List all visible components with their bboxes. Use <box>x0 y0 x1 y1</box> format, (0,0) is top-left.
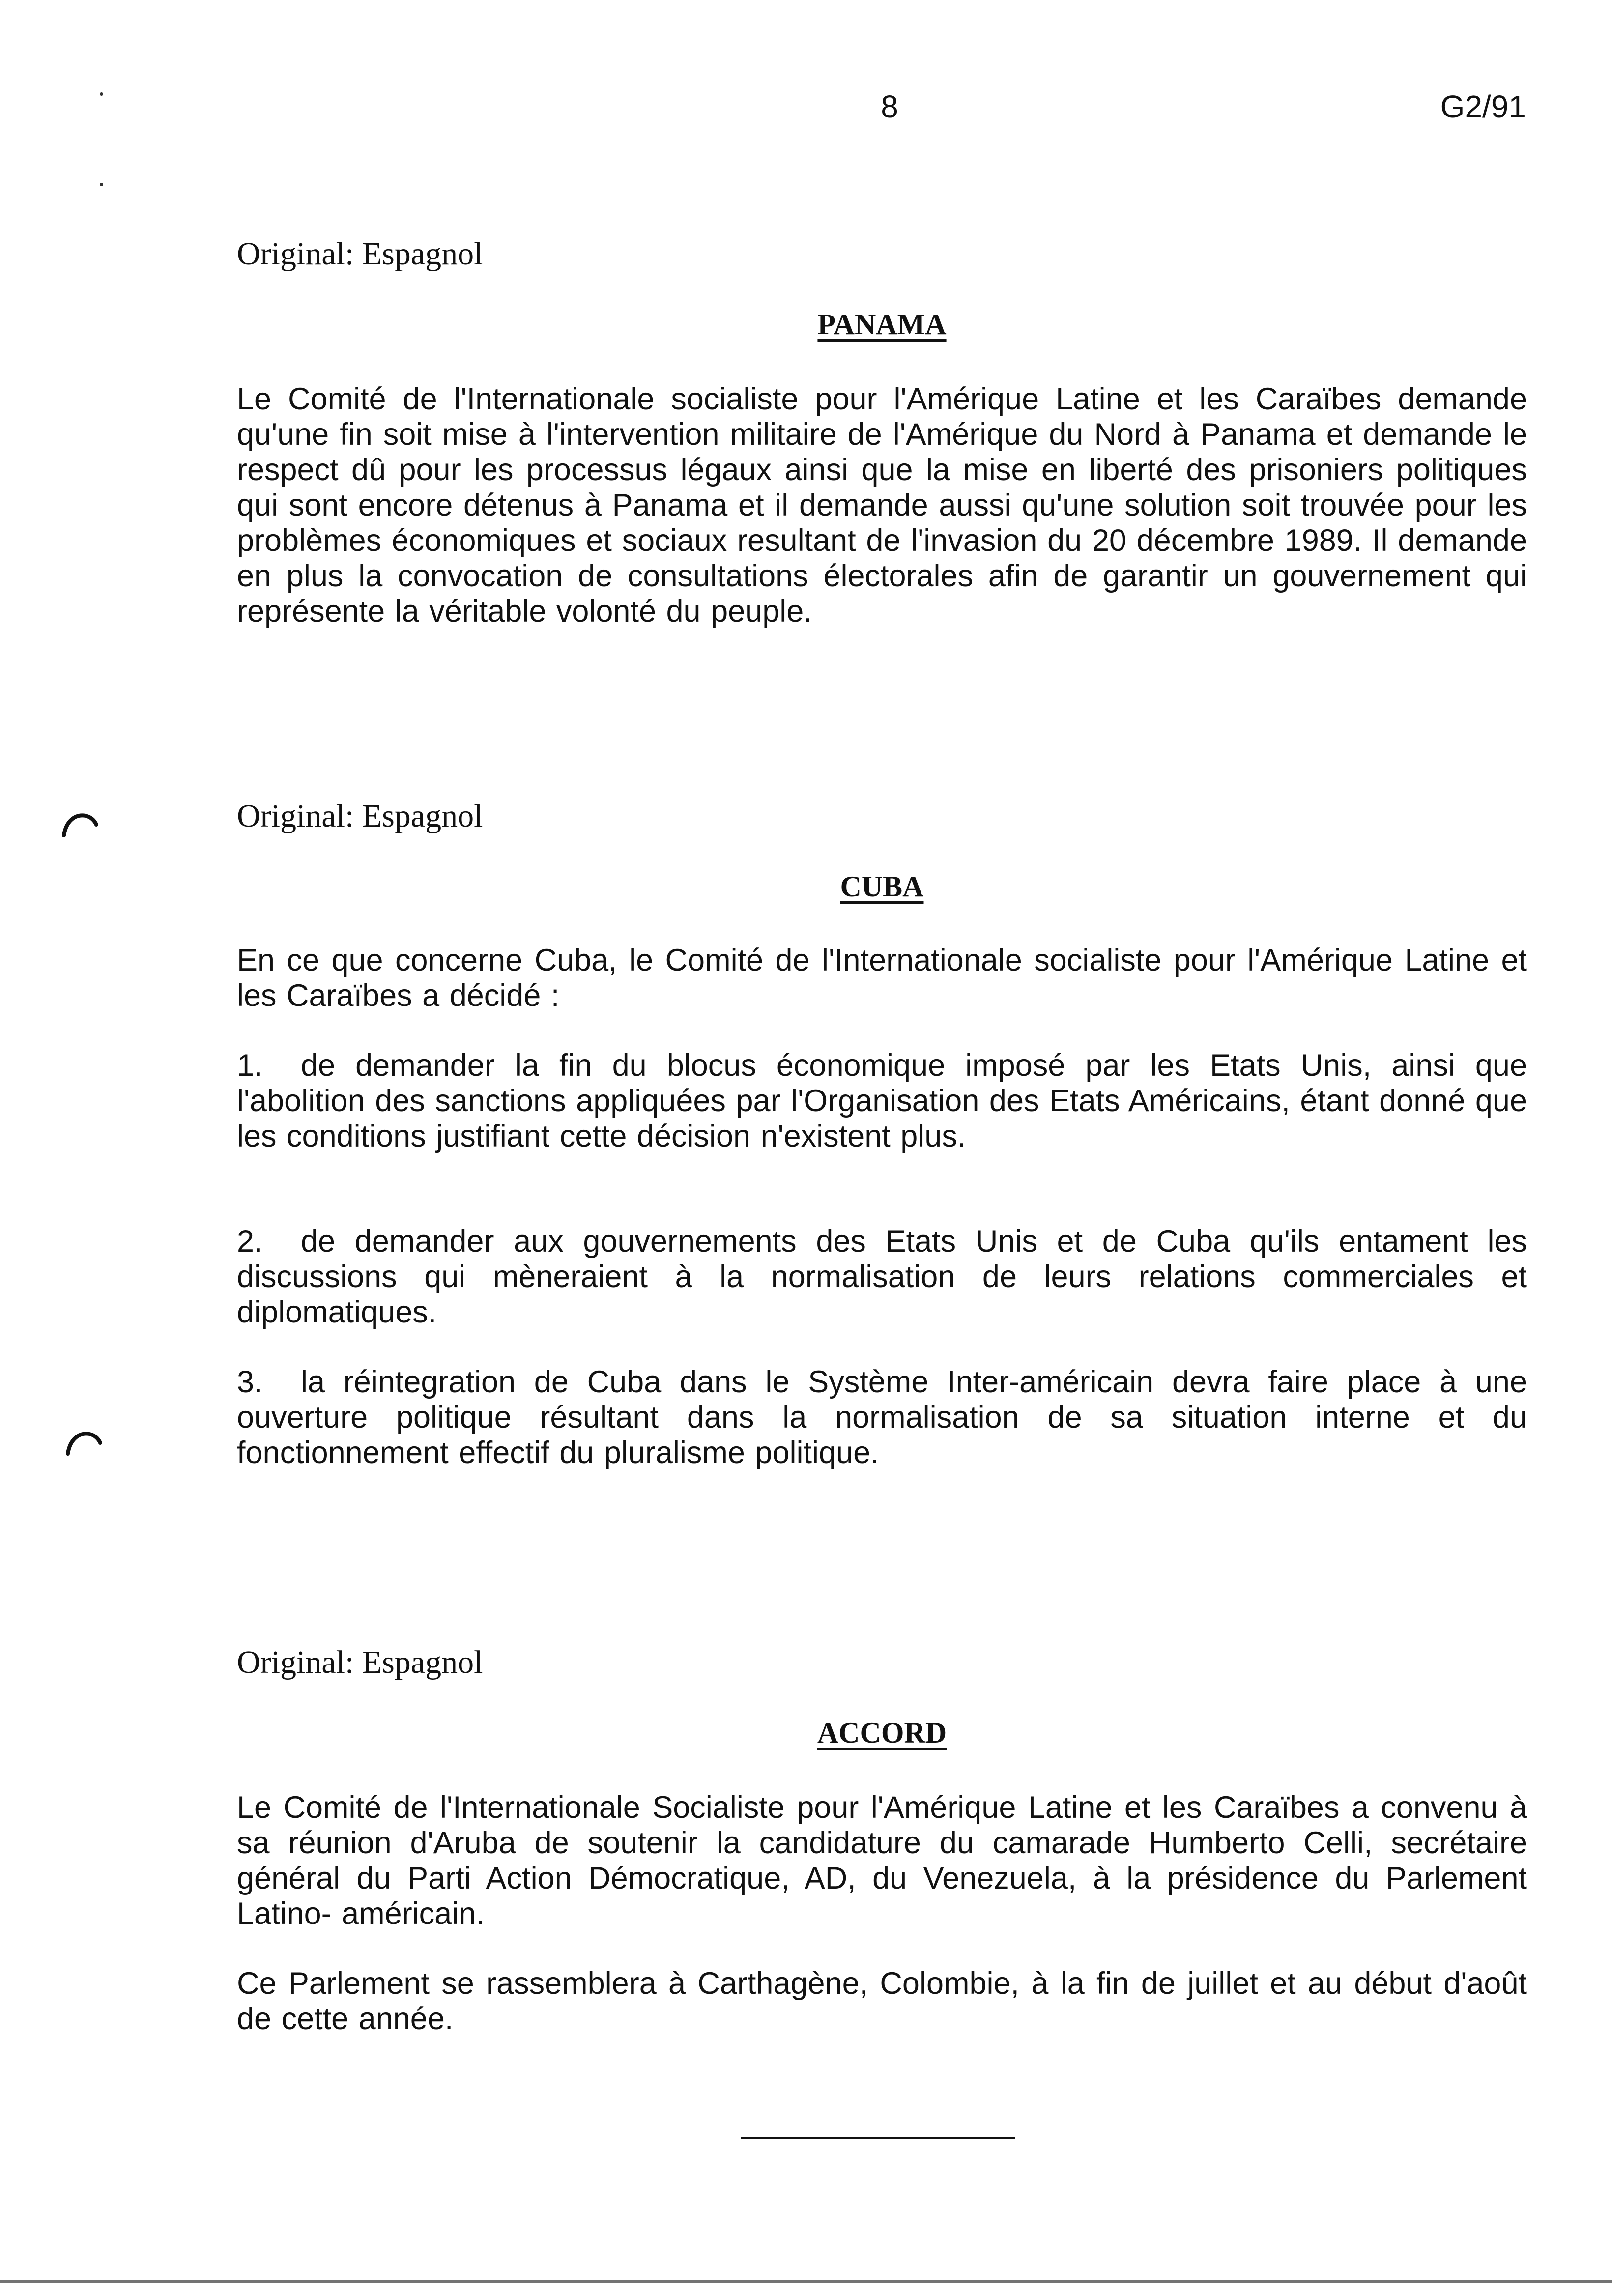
list-number: 3. <box>237 1365 263 1399</box>
scan-dot-mark <box>100 183 103 186</box>
list-item-text: la réintegration de Cuba dans le Système Inter-américain devra faire place à une ouverture politique résultant dans la normalisation de sa situation interne et du fonctionnement effectif du pluralisme politique. <box>237 1365 1527 1470</box>
document-reference: G2/91 <box>1440 89 1526 124</box>
original-language-note: Original: Espagnol <box>237 236 483 272</box>
cuba-list-item-1 <box>237 1048 1527 1154</box>
cuba-intro-paragraph: En ce que concerne Cuba, le Comité de l'Internationale socialiste pour l'Amérique Latine et les Caraïbes a décidé : <box>237 943 1527 1013</box>
list-item-text: de demander aux gouvernements des Etats Unis et de Cuba qu'ils entament les discussions qui mèneraient à la normalisation de leurs relations commerciales et diplomatiques. <box>237 1224 1527 1329</box>
original-language-note: Original: Espagnol <box>237 1644 483 1680</box>
section-heading-accord: ACCORD <box>817 1717 947 1749</box>
accord-paragraph: Ce Parlement se rassemblera à Carthagène, Colombie, à la fin de juillet et au début d'août de cette année. <box>237 1966 1527 2036</box>
punch-hole-mark <box>64 1425 103 1460</box>
scan-edge-line <box>0 2280 1612 2283</box>
list-number: 1. <box>237 1048 263 1083</box>
section-heading-cuba: CUBA <box>840 870 924 903</box>
original-language-note: Original: Espagnol <box>237 798 483 834</box>
section-heading-panama: PANAMA <box>817 308 947 341</box>
cuba-list-item-3 <box>237 1364 1527 1470</box>
cuba-list-item-2 <box>237 1224 1527 1330</box>
panama-paragraph: Le Comité de l'Internationale socialiste pour l'Amérique Latine et les Caraïbes demande qu'une fin soit mise à l'intervention militaire de l'Amérique du Nord à Panama et demande le respect dû pour les processus légaux ainsi que la mise en liberté des prisoniers politiques qui sont encore détenus à Panama et il demande aussi qu'une solution soit trouvée pour les problèmes économiques et sociaux resultant de l'invasion du 20 décembre 1989. Il demande en plus la convocation de consultations électorales afin de garantir un gouvernement qui représente la véritable volonté du peuple. <box>237 382 1527 629</box>
end-separator-line <box>741 2137 1015 2139</box>
list-number: 2. <box>237 1224 263 1259</box>
scan-dot-mark <box>100 92 103 96</box>
accord-paragraph: Le Comité de l'Internationale Socialiste pour l'Amérique Latine et les Caraïbes a convenu à sa réunion d'Aruba de soutenir la candidature du camarade Humberto Celli, secrétaire général du Parti Action Démocratique, AD, du Venezuela, à la présidence du Parlement Latino- américain. <box>237 1790 1527 1931</box>
page-number: 8 <box>881 89 898 124</box>
punch-hole-mark <box>60 807 99 841</box>
list-item-text: de demander la fin du blocus économique imposé par les Etats Unis, ainsi que l'abolition des sanctions appliquées par l'Organisation des Etats Américains, étant donné que les conditions justifiant cette décision n'existent plus. <box>237 1048 1527 1153</box>
